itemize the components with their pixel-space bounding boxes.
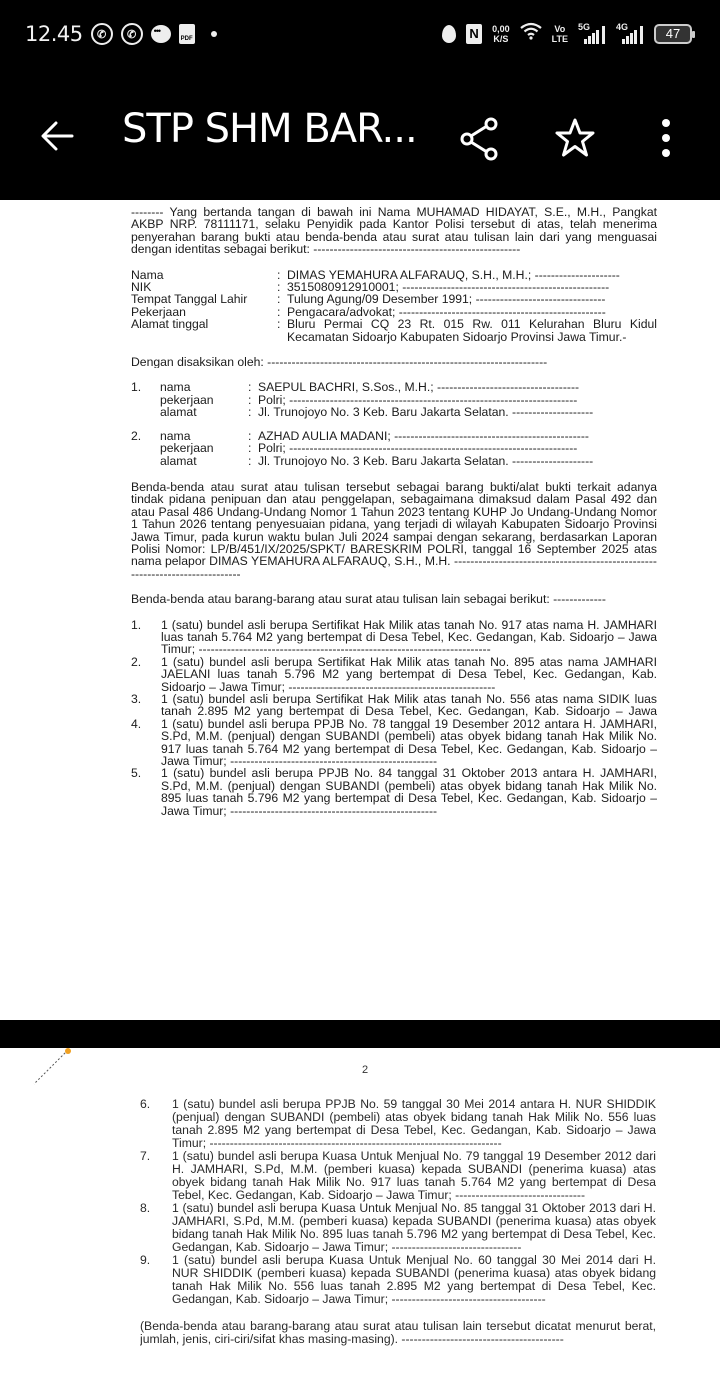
evidence-item [131, 718, 657, 768]
colon: : [248, 428, 252, 443]
witness-label: pekerjaan [160, 392, 214, 407]
signal-4g-icon [616, 21, 644, 44]
more-options-button[interactable] [654, 116, 678, 160]
item-text: 1 (satu) bundel asli berupa Sertifikat Hak Milik atas tanah No. 895 atas nama JAMHARI JAELANI luas tanah 5.796 M2 yang bertempat di Desa Tebel, Kec. Gedangan, Kab. Sidoarjo – Jawa Timur; --------------------------------------------------- [161, 655, 657, 693]
evidence-item [140, 1098, 656, 1150]
colon: : [248, 392, 252, 407]
colon: : [248, 453, 252, 468]
witness-number: 1. [131, 380, 142, 395]
more-vertical-icon [654, 116, 678, 160]
whatsapp-business-icon: ✆ [121, 23, 143, 45]
sim1-label: 5G [578, 21, 591, 32]
item-number: 6. [140, 1097, 151, 1111]
star-icon [553, 116, 597, 160]
notification-dot-icon [211, 31, 217, 37]
arrow-left-icon [38, 116, 78, 156]
identity-label: Tempat Tanggal Lahir [131, 292, 248, 307]
favorite-button[interactable] [553, 116, 597, 160]
evidence-item [140, 1202, 656, 1254]
witness-value: SAEPUL BACHRI, S.Sos., M.H.; ----------------------------------- [258, 381, 580, 394]
evidence-item [131, 656, 657, 693]
data-saver-icon [442, 25, 456, 43]
nfc-icon: N [466, 24, 482, 44]
document-title: STP SHM BAR... [122, 106, 417, 152]
item-number: 9. [140, 1253, 151, 1267]
pdf-icon: PDF [179, 24, 195, 44]
identity-label: Pekerjaan [131, 304, 186, 319]
identity-value: Pengacara/advokat; --------------------------------------------------- [287, 304, 606, 319]
identity-table [131, 269, 657, 343]
back-button[interactable] [38, 116, 78, 156]
witness-value: Polri; ----------------------------------------------------------------------- [258, 442, 578, 455]
item-number: 1. [131, 617, 142, 632]
identity-value: Bluru Permai CQ 23 Rt. 015 Rw. 011 Kelurahan Bluru Kidul Kecamatan Sidoarjo Kabupaten Sidoarjo Provinsi Jawa Timur.- [287, 317, 657, 344]
evidence-item [131, 693, 657, 718]
document-page-1[interactable] [0, 200, 720, 1020]
identity-value: 3515080912910001; --------------------------------------------------- [287, 280, 610, 295]
witness-value: Jl. Trunojoyo No. 3 Keb. Baru Jakarta Selatan. -------------------- [258, 454, 594, 467]
wifi-icon [520, 22, 542, 45]
network-speed-unit: K/S [493, 33, 509, 44]
witness-label: pekerjaan [160, 441, 214, 456]
share-button[interactable] [458, 114, 502, 162]
item-text: 1 (satu) bundel asli berupa Kuasa Untuk Menjual No. 60 tanggal 30 Mei 2014 dari H. NUR SHIDDIK (pemberi kuasa) kepada SUBANDI (penerima kuasa) atas obyek bidang tanah Hak Milik No. 556 luas tanah 2.895 M2 yang bertempat di Desa Tebel, Kec. Gedangan, Kab. Sidoarjo – Jawa Timur; -------------------------------------- [172, 1254, 656, 1306]
colon: : [248, 405, 252, 420]
item-text: 1 (satu) bundel asli berupa PPJB No. 78 tanggal 19 Desember 2012 antara H. JAMHARI, S.Pd, M.M. (penjual) dengan SUBANDI (pembeli) atas obyek bidang tanah Hak Milik No. 917 luas tanah 5.764 M2 yang bertempat di Desa Tebel, Kec. Gedangan, Kab. Sidoarjo – Jawa Timur; --------------------------------------------------- [161, 717, 657, 768]
colon: : [277, 304, 281, 319]
page-2-content [140, 1098, 656, 1346]
colon: : [277, 267, 281, 282]
status-left [25, 22, 217, 46]
evidence-item [131, 767, 657, 817]
chat-icon [151, 25, 171, 43]
item-text: 1 (satu) bundel asli berupa Kuasa Untuk Menjual No. 85 tanggal 31 Oktober 2013 dari H. JAMHARI, S.Pd, M.M. (pemberi kuasa) kepada SUBANDI (penerima kuasa) atas obyek bidang tanah Hak Milik No. 895 luas tanah 5.796 M2 yang bertempat di Desa Tebel, Kec. Gedangan, Kab. Sidoarjo – Jawa Timur; -------------------------------- [172, 1202, 656, 1254]
clock: 12.45 [25, 22, 83, 46]
colon: : [277, 292, 281, 307]
battery-icon [654, 24, 692, 44]
witness-2 [131, 430, 657, 467]
whatsapp-icon: ✆ [91, 23, 113, 45]
witness-number: 2. [131, 428, 142, 443]
signal-5g-icon [578, 21, 606, 44]
item-number: 4. [131, 716, 142, 731]
status-right [442, 22, 692, 45]
item-number: 8. [140, 1201, 151, 1215]
battery-level: 47 [665, 26, 681, 41]
evidence-item [131, 619, 657, 656]
pen-mark-icon [30, 1048, 75, 1088]
page-1-content [131, 206, 657, 817]
witness-label: alamat [160, 405, 197, 420]
item-number: 5. [131, 766, 142, 781]
witness-label: alamat [160, 453, 197, 468]
identity-value: Tulung Agung/09 Desember 1991; -------------------------------- [287, 292, 606, 307]
document-page-2[interactable] [0, 1048, 720, 1382]
evidence-item [140, 1150, 656, 1202]
sim2-label: 4G [616, 21, 629, 32]
item-text: 1 (satu) bundel asli berupa Sertifikat Hak Milik atas tanah No. 556 atas nama SIDIK luas tanah 2.895 M2 yang bertempat di Desa Tebel, Kec. Gedangan, Kab. Sidoarjo – Jawa [161, 692, 657, 718]
intro-paragraph: -------- Yang bertanda tangan di bawah ini Nama MUHAMAD HIDAYAT, S.E., M.H., Pangkat AKBP NRP. 78111171, selaku Penyidik pada Kantor Polisi tersebut di atas, telah menerima penyerahan barang bukti atau benda-benda atau surat atau tulisan lain dari yang menguasai dengan identitas sebagai berikut: --------------------------------------------------- [131, 205, 657, 257]
witness-1 [131, 381, 657, 418]
app-bar [0, 72, 720, 200]
identity-value: DIMAS YEMAHURA ALFARAUQ, S.H., M.H.; --------------------- [287, 267, 620, 282]
witness-label: nama [160, 380, 191, 395]
witness-value: Jl. Trunojoyo No. 3 Keb. Baru Jakarta Selatan. -------------------- [258, 406, 594, 419]
witness-value: Polri; ----------------------------------------------------------------------- [258, 393, 578, 407]
share-icon [458, 114, 502, 162]
item-text: 1 (satu) bundel asli berupa Sertifikat Hak Milik atas tanah No. 917 atas nama H. JAMHARI luas tanah 5.764 M2 yang bertempat di Desa Tebel, Kec. Gedangan, Kab. Sidoarjo – Jawa Timur; ------------------------------------------------------------------------ [161, 618, 657, 656]
evidence-item [140, 1254, 656, 1306]
item-text: 1 (satu) bundel asli berupa PPJB No. 84 tanggal 31 Oktober 2013 antara H. JAMHARI, S.Pd, M.M. (penjual) dengan SUBANDI (pembeli) atas obyek bidang tanah Hak Milik No. 895 luas tanah 5.796 M2 yang bertempat di Desa Tebel, Kec. Gedangan, Kab. Sidoarjo – Jawa Timur; --------------------------------------------------- [161, 767, 657, 817]
colon: : [277, 317, 281, 332]
network-speed-value: 0,00 [492, 23, 510, 34]
witness-heading: Dengan disaksikan oleh: --------------------------------------------------------------------- [131, 356, 548, 369]
network-speed [492, 24, 510, 44]
volte-indicator [552, 24, 568, 44]
item-number: 2. [131, 654, 142, 669]
item-number: 7. [140, 1149, 151, 1163]
identity-label: NIK [131, 280, 152, 295]
colon: : [248, 380, 252, 395]
item-text: 1 (satu) bundel asli berupa Kuasa Untuk Menjual No. 79 tanggal 19 Desember 2012 dari H. JAMHARI, S.Pd, M.M. (pemberi kuasa) kepada SUBANDI (penerima kuasa) atas obyek bidang tanah Hak Milik No. 917 luas tanah 5.764 M2 yang bertempat di Desa Tebel, Kec. Gedangan, Kab. Sidoarjo – Jawa Timur; -------------------------------- [172, 1150, 656, 1202]
page-number: 2 [362, 1064, 369, 1076]
statement-paragraph: Benda-benda atau surat atau tulisan tersebut sebagai barang bukti/alat bukti terkait adanya tindak pidana penipuan dan atau penggelapan, sebagaimana dimaksud dalam Pasal 492 dan atau Pasal 486 Undang-Undang Nomor 1 Tahun 2023 tentang KUHP Jo Undang-Undang Nomor 1 Tahun 2026 tentang penyesuaian pidana, yang terjadi di wilayah Kabupaten Sidoarjo Provinsi Jawa Timur, pada kurun waktu bulan Juli 2024 sampai dengan sekarang, berdasarkan Laporan Polisi Nomor: LP/B/451/IX/2025/SPKT/ BARESKRIM POLRI, tanggal 16 September 2025 atas nama pelapor DIMAS YEMAHURA ALFARAUQ, S.H., M.H. ----------------------------------------------------------------------------- [131, 479, 657, 581]
closing-paragraph: (Benda-benda atau barang-barang atau surat atau tulisan lain tersebut dicatat menurut berat, jumlah, jenis, ciri-ciri/sifat khas masing-masing). ---------------------------------------- [140, 1320, 656, 1346]
item-text: 1 (satu) bundel asli berupa PPJB No. 59 tanggal 30 Mei 2014 antara H. NUR SHIDDIK (penjual) dengan SUBANDI (pembeli) atas obyek bidang tanah Hak Milik No. 556 luas tanah 2.895 M2 yang bertempat di Desa Tebel, Kec. Gedangan, Kab. Sidoarjo – Jawa Timur; ------------------------------------------------------------------------ [172, 1098, 656, 1150]
volte-bottom: LTE [551, 33, 568, 44]
identity-label: Nama [131, 267, 164, 282]
colon: : [248, 441, 252, 456]
item-number: 3. [131, 691, 142, 706]
colon: : [277, 280, 281, 295]
witness-label: nama [160, 428, 191, 443]
volte-top: Vo [554, 23, 566, 34]
items-heading: Benda-benda atau barang-barang atau surat atau tulisan lain sebagai berikut: ------------- [131, 593, 606, 606]
status-bar [0, 0, 720, 72]
witness-value: AZHAD AULIA MADANI; ------------------------------------------------ [258, 429, 589, 443]
identity-label: Alamat tinggal [131, 317, 209, 332]
